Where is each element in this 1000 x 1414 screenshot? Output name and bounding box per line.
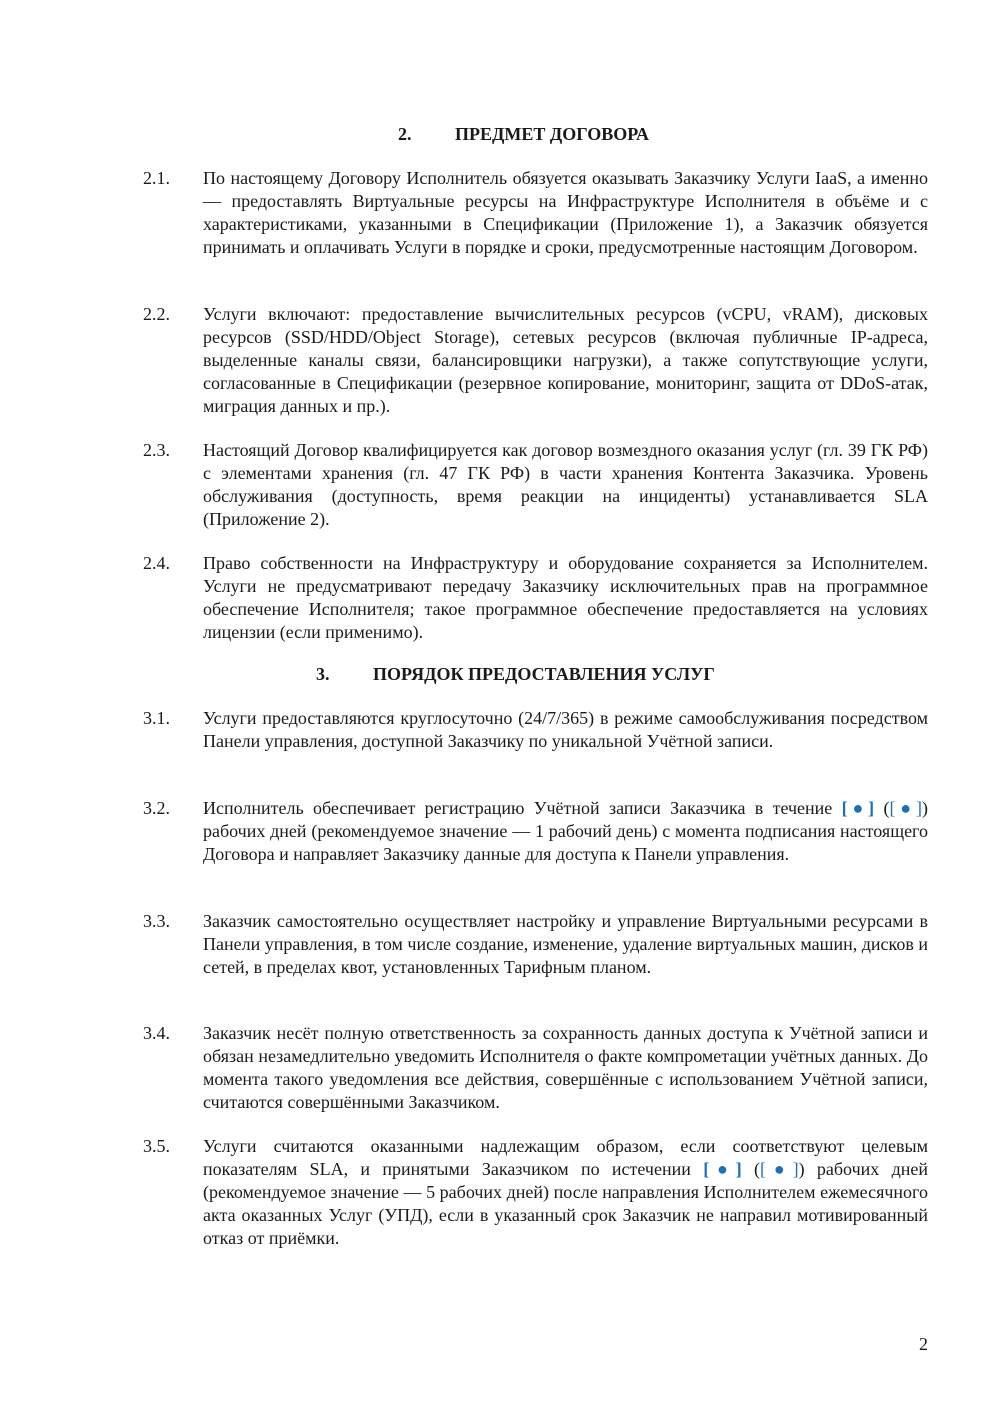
clause-text-part: ( — [741, 1159, 761, 1179]
clause-text-part: ) рабочих дней (рекомендуемое значение — 5 рабочих дней) после направления Исполнителем ежемесячного акта оказанных Услуг (УПД), если в указанный срок Заказчик не направил мотивированный отказ от приёмки. — [203, 1159, 928, 1248]
clause-number: 3.1. — [143, 708, 170, 728]
clause-text: Право собственности на Инфраструктуру и оборудование сохраняется за Исполнителем. Услуги не предусматривают передачу Заказчику исключительных прав на программное обеспечение Исполнителя; такое программное обеспечение предоставляется на условиях лицензии (если применимо). — [203, 553, 928, 642]
clause-text-part: ) рабочих дней (рекомендуемое значение — 1 рабочий день) с момента подписания настоящего Договора и направляет Заказчику данные для доступа к Панели управления. — [203, 798, 928, 864]
clause-text: Услуги предоставляются круглосуточно (24/7/365) в режиме самообслуживания посредством Панели управления, доступной Заказчику по уникальной Учётной записи. — [203, 708, 928, 751]
clause-number: 3.3. — [143, 911, 170, 931]
clause-number: 2.4. — [143, 553, 170, 573]
clause-number: 2.2. — [143, 304, 170, 324]
clause-2-3 — [143, 439, 928, 531]
clause-3-5 — [143, 1135, 928, 1250]
clause-text: Заказчик самостоятельно осуществляет настройку и управление Виртуальными ресурсами в Панели управления, в том числе создание, изменение, удаление виртуальных машин, дисков и сетей, в пределах квот, установленных Тарифным планом. — [203, 911, 928, 977]
clause-text: Услуги включают: предоставление вычислительных ресурсов (vCPU, vRAM), дисковых ресурсов (SSD/HDD/Object Storage), сетевых ресурсов (включая публичные IP-адреса, выделенные каналы связи, балансировщики нагрузки), а также сопутствующие услуги, согласованные в Спецификации (резервное копирование, мониторинг, защита от DDoS-атак, миграция данных и пр.). — [203, 304, 928, 416]
clause-3-3 — [143, 910, 928, 979]
clause-3-1 — [143, 707, 928, 753]
clause-2-4 — [143, 552, 928, 644]
clause-3-4 — [143, 1022, 928, 1114]
placeholder-days-number: [●] — [703, 1159, 742, 1179]
clause-2-2 — [143, 303, 928, 418]
clause-text — [203, 1135, 928, 1250]
clause-text-part: Исполнитель обеспечивает регистрацию Учётной записи Заказчика в течение — [203, 798, 842, 818]
clause-number: 2.1. — [143, 168, 170, 188]
clause-text — [203, 797, 928, 866]
clause-number: 3.2. — [143, 798, 170, 818]
clause-text: Настоящий Договор квалифицируется как договор возмездного оказания услуг (гл. 39 ГК РФ) с элементами хранения (гл. 47 ГК РФ) в части хранения Контента Заказчика. Уровень обслуживания (доступность, время реакции на инциденты) устанавливается SLA (Приложение 2). — [203, 440, 928, 529]
page-number: 2 — [919, 1334, 928, 1354]
section-number: 2. — [398, 124, 412, 144]
placeholder-days-words: [●] — [760, 1159, 799, 1179]
clause-2-1 — [143, 167, 928, 259]
clause-text: Заказчик несёт полную ответственность за сохранность данных доступа к Учётной записи и обязан незамедлительно уведомить Исполнителя о факте компрометации учётных данных. До момента такого уведомления все действия, совершённые с использованием Учётной записи, считаются совершёнными Заказчиком. — [203, 1023, 928, 1112]
placeholder-days-words: [●] — [889, 798, 922, 818]
clause-text-part: Услуги считаются оказанными надлежащим образом, если соответствуют целевым показателям SLA, и принятыми Заказчиком по истечении — [203, 1136, 928, 1179]
section-title: ПОРЯДОК ПРЕДОСТАВЛЕНИЯ УСЛУГ — [373, 664, 715, 684]
clause-text: По настоящему Договору Исполнитель обязуется оказывать Заказчику Услуги IaaS, а именно — предоставлять Виртуальные ресурсы на Инфраструктуре Исполнителя в объёме и с характеристиками, указанными в Спецификации (Приложение 1), а Заказчик обязуется принимать и оплачивать Услуги в порядке и сроки, предусмотренные настоящим Договором. — [203, 168, 928, 257]
clause-3-2 — [143, 797, 928, 866]
clause-number: 3.4. — [143, 1023, 170, 1043]
clause-number: 2.3. — [143, 440, 170, 460]
clause-text-part: ( — [874, 798, 890, 818]
clause-number: 3.5. — [143, 1136, 170, 1156]
section-number: 3. — [316, 664, 330, 684]
section-title: ПРЕДМЕТ ДОГОВОРА — [455, 124, 649, 144]
placeholder-days-number: [●] — [841, 798, 875, 818]
